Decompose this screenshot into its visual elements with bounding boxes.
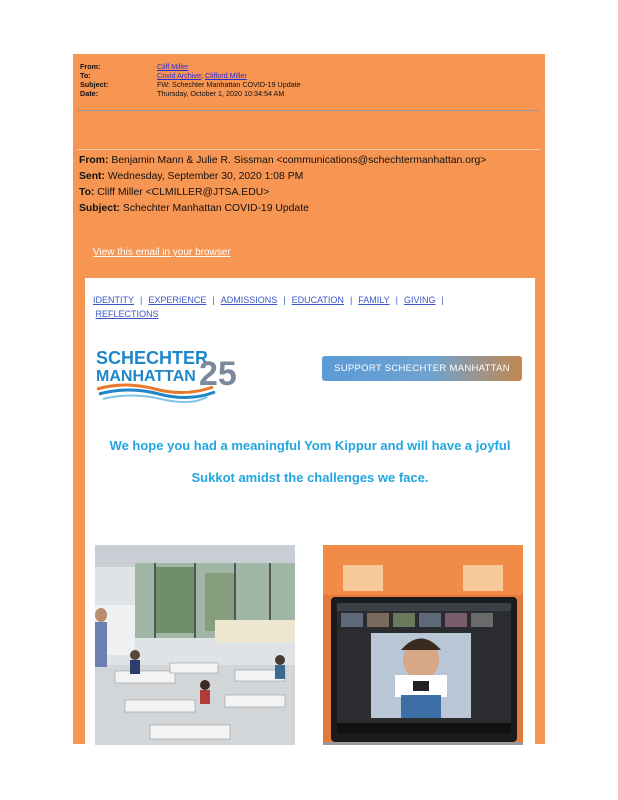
schechter-manhattan-25-logo[interactable]: [95, 345, 255, 405]
to-link-archive[interactable]: Covid Archive: [157, 71, 201, 80]
subject-value: FW: Schechter Manhattan COVID-19 Update: [157, 80, 301, 89]
nav-reflections[interactable]: REFLECTIONS: [95, 309, 159, 319]
date-value: Thursday, October 1, 2020 10:34:54 AM: [157, 89, 285, 98]
nav-experience[interactable]: EXPERIENCE: [148, 295, 207, 305]
to-link-clifford[interactable]: Clifford Miller: [204, 71, 247, 80]
fwd-subject-label: Subject:: [79, 203, 120, 214]
newsletter-nav: [93, 293, 513, 321]
forwarded-header: [79, 153, 486, 217]
headline-line1: We hope you had a meaningful Yom Kippur and will have a joyful: [109, 438, 511, 453]
support-button[interactable]: SUPPORT SCHECHTER MANHATTAN: [322, 356, 522, 381]
fwd-from: Benjamin Mann & Julie R. Sissman <communications@schechtermanhattan.org>: [111, 155, 487, 166]
remote-learning-photo: [323, 545, 523, 745]
forward-divider: [77, 149, 540, 150]
from-label: From:: [80, 62, 101, 71]
from-link[interactable]: Cliff Miller: [157, 62, 189, 71]
nav-identity[interactable]: IDENTITY: [93, 295, 135, 305]
logo-line2: MANHATTAN: [96, 368, 196, 385]
view-in-browser-link[interactable]: View this email in your browser: [93, 247, 231, 258]
fwd-to: Cliff Miller <CLMILLER@JTSA.EDU>: [97, 187, 270, 198]
fwd-sent: Wednesday, September 30, 2020 1:08 PM: [107, 171, 304, 182]
headline: [85, 430, 535, 494]
nav-family[interactable]: FAMILY: [358, 295, 390, 305]
header-divider: [77, 110, 540, 111]
classroom-photo: [95, 545, 295, 745]
logo-line1: SCHECHTER: [96, 348, 209, 368]
nav-separator: |: [349, 295, 353, 305]
nav-giving[interactable]: GIVING: [403, 295, 436, 305]
fwd-subject: Schechter Manhattan COVID-19 Update: [122, 203, 309, 214]
nav-separator: |: [212, 295, 215, 305]
nav-separator: |: [395, 295, 398, 305]
nav-separator: |: [283, 295, 286, 305]
headline-line2: Sukkot amidst the challenges we face.: [191, 470, 429, 485]
subject-label: Subject:: [80, 80, 109, 89]
to-label: To:: [80, 71, 91, 80]
nav-admissions[interactable]: ADMISSIONS: [220, 295, 278, 305]
email-header: From: Cliff Miller To: Covid Archive; Clifford Miller Subject: FW: Schechter Manhattan COVID-19 Update Date: Thursday, October 1, 2020 10:34:54 AM: [80, 62, 301, 98]
logo-number: 25: [199, 355, 237, 393]
nav-separator: |: [441, 295, 444, 305]
date-label: Date:: [80, 89, 98, 98]
fwd-to-label: To:: [79, 187, 95, 198]
nav-education[interactable]: EDUCATION: [291, 295, 344, 305]
nav-separator: |: [140, 295, 143, 305]
fwd-from-label: From:: [79, 155, 109, 166]
fwd-sent-label: Sent:: [79, 171, 105, 182]
